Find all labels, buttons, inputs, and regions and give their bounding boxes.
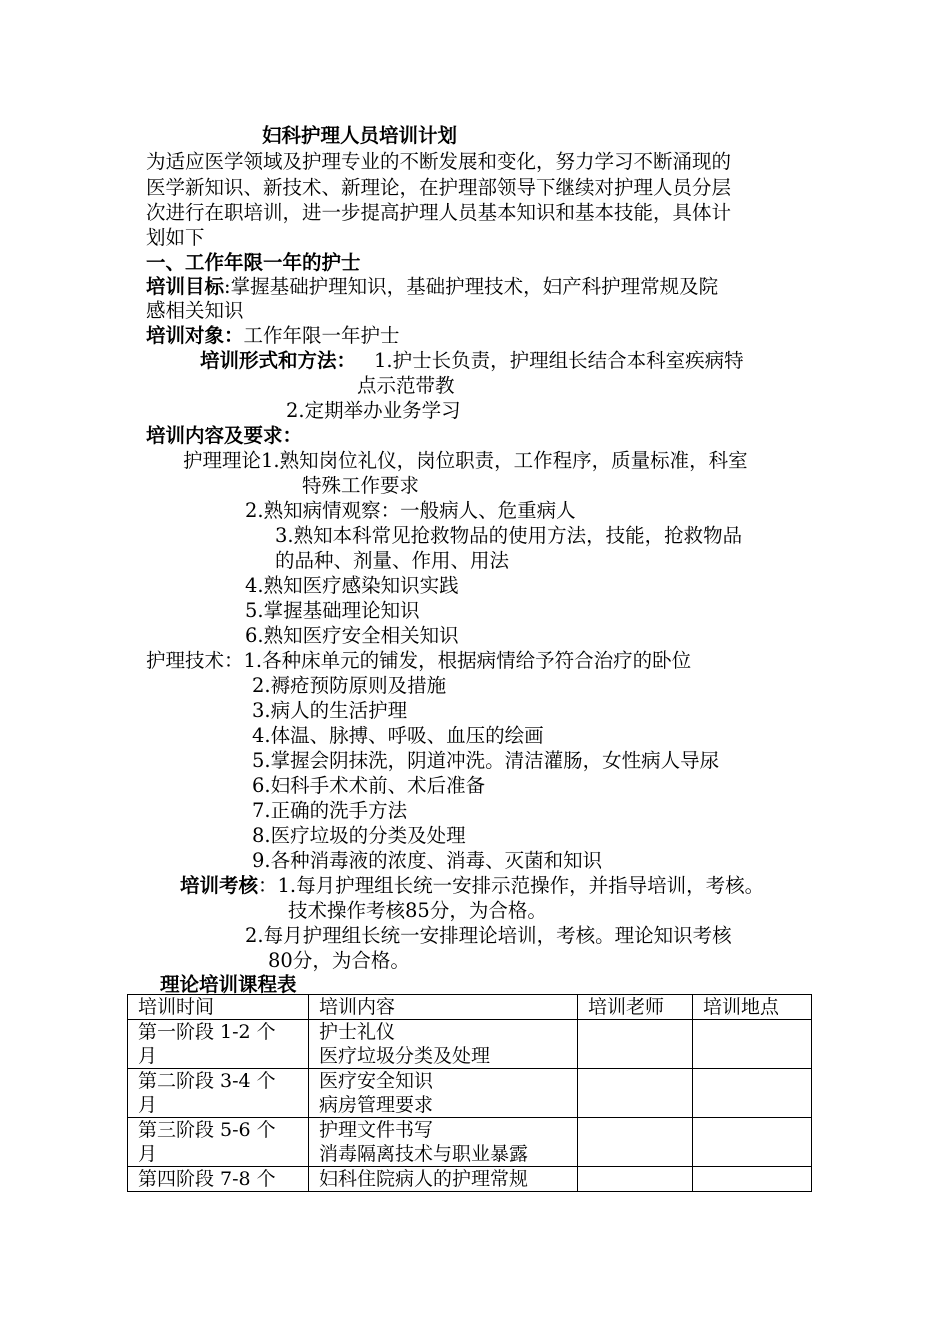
intro-line-4: 划如下 [146,226,205,249]
exam-line-2: 2.每月护理组长统一安排理论培训，考核。理论知识考核 [245,924,732,947]
exam-line-2b: 80分，为合格。 [268,949,410,972]
header-time: 培训时间 [128,995,309,1020]
target-label: 培训对象： [146,324,244,347]
exam-label: 培训考核 [180,874,259,897]
intro-line-2: 医学新知识、新技术、新理论，在护理部领导下继续对护理人员分层 [146,176,732,199]
technique-item-4: 4.体温、脉搏、呼吸、血压的绘画 [252,724,544,747]
form-line-1 [200,349,744,373]
cell-content: 妇科住院病人的护理常规 [309,1167,578,1192]
header-teacher: 培训老师 [578,995,693,1020]
theory-item-3: 3.熟知本科常见抢救物品的使用方法，技能，抢救物品 [275,524,743,547]
cell-location [693,1167,812,1192]
cell-content: 护理文件书写 消毒隔离技术与职业暴露 [309,1118,578,1167]
exam-line-1b: 技术操作考核85分，为合格。 [288,899,547,922]
technique-item-1: 1.各种床单元的铺发，根据病情给予符合治疗的卧位 [243,649,692,672]
table-row [128,1118,812,1167]
cell-time: 第一阶段 1-2 个 月 [128,1020,309,1069]
cell-teacher [578,1167,693,1192]
theory-item-2: 2.熟知病情观察：一般病人、危重病人 [245,499,576,522]
theory-line-1 [183,449,748,473]
cell-teacher [578,1020,693,1069]
goal-text: :掌握基础护理知识，基础护理技术，妇产科护理常规及院 [224,275,719,298]
cell-time: 第四阶段 7-8 个 [128,1167,309,1192]
technique-item-3: 3.病人的生活护理 [252,699,408,722]
cell-time: 第三阶段 5-6 个 月 [128,1118,309,1167]
technique-item-7: 7.正确的洗手方法 [252,799,408,822]
cell-teacher [578,1069,693,1118]
cell-content: 护士礼仪 医疗垃圾分类及处理 [309,1020,578,1069]
goal-label: 培训目标 [146,275,225,298]
form-label: 培训形式和方法： [200,349,357,372]
technique-label: 护理技术： [146,649,244,672]
form-line-3: 2.定期举办业务学习 [286,399,461,422]
theory-item-5: 5.掌握基础理论知识 [245,599,420,622]
cell-location [693,1069,812,1118]
cell-location [693,1020,812,1069]
theory-label: 护理理论 [183,449,262,472]
technique-item-9: 9.各种消毒液的浓度、消毒、灭菌和知识 [252,849,603,872]
page-title: 妇科护理人员培训计划 [262,124,458,147]
theory-item-4: 4.熟知医疗感染知识实践 [245,574,459,597]
course-table [127,994,812,1192]
target-text: 工作年限一年护士 [243,324,400,347]
form-item-1: 1.护士长负责，护理组长结合本科室疾病特 [374,349,744,372]
intro-line-1: 为适应医学领域及护理专业的不断发展和变化，努力学习不断涌现的 [146,150,732,173]
header-location: 培训地点 [693,995,812,1020]
cell-location [693,1118,812,1167]
cell-time: 第二阶段 3-4 个 月 [128,1069,309,1118]
exam-item-1: ：1.每月护理组长统一安排示范操作，并指导培训，考核。 [258,874,765,897]
table-title: 理论培训课程表 [160,973,297,996]
table-header-row [128,995,812,1020]
technique-line-1 [146,649,691,673]
goal-line-2: 感相关知识 [146,299,244,322]
table-row [128,1069,812,1118]
technique-item-2: 2.褥疮预防原则及措施 [252,674,447,697]
goal-line-1 [146,275,718,299]
content-heading: 培训内容及要求： [146,424,303,447]
technique-item-6: 6.妇科手术术前、术后准备 [252,774,486,797]
form-line-2: 点示范带教 [357,374,455,397]
table-row [128,1167,812,1192]
section-heading: 一、工作年限一年的护士 [146,251,361,274]
theory-item-6: 6.熟知医疗安全相关知识 [245,624,459,647]
target-line [146,324,400,348]
cell-teacher [578,1118,693,1167]
theory-item-1: 1.熟知岗位礼仪，岗位职责，工作程序，质量标准，科室 [261,449,748,472]
technique-item-5: 5.掌握会阴抹洗，阴道冲洗。清洁灌肠，女性病人导尿 [252,749,720,772]
cell-content: 医疗安全知识 病房管理要求 [309,1069,578,1118]
exam-line-1 [180,874,764,898]
intro-line-3: 次进行在职培训，进一步提高护理人员基本知识和基本技能，具体计 [146,201,732,224]
theory-item-3b: 的品种、剂量、作用、用法 [275,549,510,572]
header-content: 培训内容 [309,995,578,1020]
table-row [128,1020,812,1069]
technique-item-8: 8.医疗垃圾的分类及处理 [252,824,466,847]
theory-line-1b: 特殊工作要求 [302,474,420,497]
